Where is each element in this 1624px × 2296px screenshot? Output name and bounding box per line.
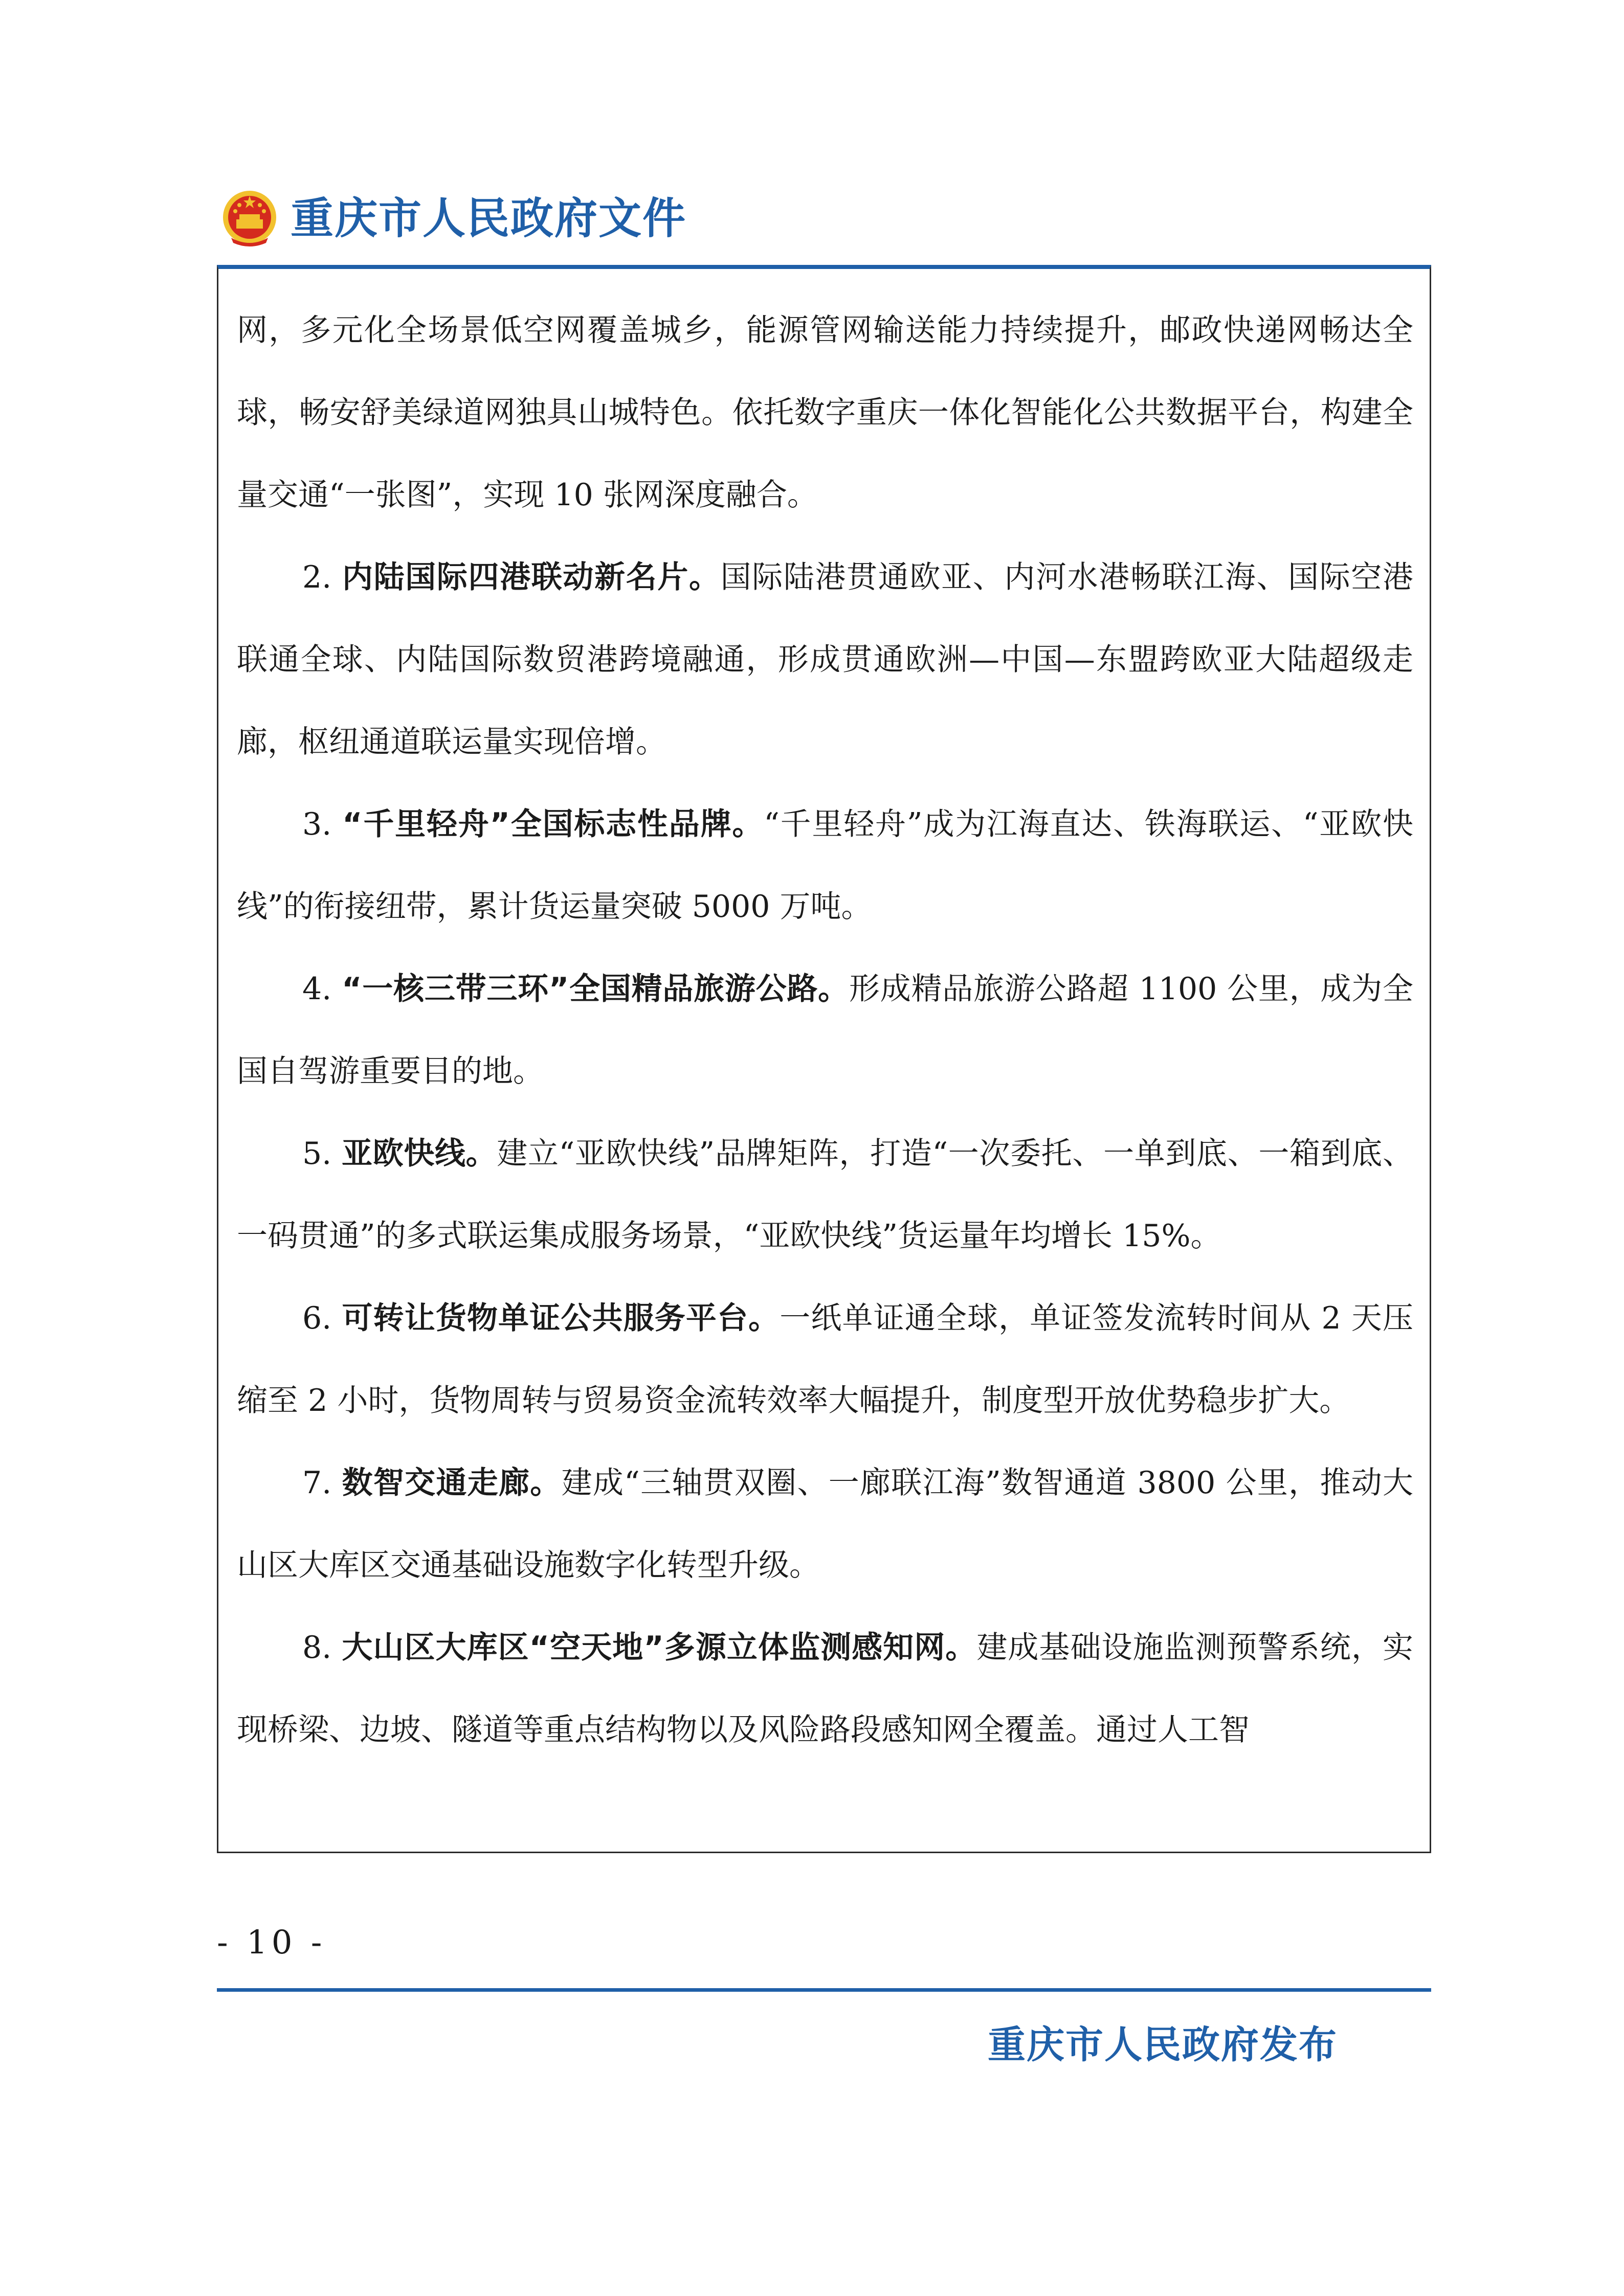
item-number: 2.	[302, 559, 332, 595]
document-header-title: 重庆市人民政府文件	[291, 193, 687, 243]
item-text: 一纸单证通全球，单证签发流转时间从 2 天压缩至 2 小时，货物周转与贸易资金流转效率大幅提升，制度型开放优势稳步扩大。	[237, 1300, 1414, 1419]
document-header	[221, 180, 686, 257]
item-number: 6.	[302, 1300, 332, 1336]
list-item	[237, 536, 1413, 783]
item-title: “千里轻舟”全国标志性品牌。	[342, 806, 764, 842]
list-item	[237, 1277, 1413, 1442]
national-emblem-icon	[221, 188, 278, 249]
page-number: - 10 -	[217, 1924, 326, 1962]
publisher-label: 重庆市人民政府发布	[988, 2023, 1338, 2067]
list-item	[237, 1113, 1413, 1277]
item-title: “一核三带三环”全国精品旅游公路。	[342, 971, 849, 1007]
item-text: 建立“亚欧快线”品牌矩阵，打造“一次委托、一单到底、一箱到底、一码贯通”的多式联运集成服务场景，“亚欧快线”货运量年均增长 15%。	[237, 1136, 1414, 1254]
item-title: 可转让货物单证公共服务平台。	[342, 1300, 780, 1336]
item-text: 形成精品旅游公路超 1100 公里，成为全国自驾游重要目的地。	[237, 971, 1413, 1089]
item-text: 建成基础设施监测预警系统，实现桥梁、边坡、隧道等重点结构物以及风险路段感知网全覆盖。通过人工智	[237, 1630, 1413, 1748]
item-number: 3.	[302, 806, 332, 842]
list-item	[237, 1607, 1413, 1771]
item-number: 4.	[302, 971, 332, 1007]
item-title: 亚欧快线。	[341, 1136, 497, 1172]
opening-paragraph: 网，多元化全场景低空网覆盖城乡，能源管网输送能力持续提升，邮政快递网畅达全球，畅安舒美绿道网独具山城特色。依托数字重庆一体化智能化公共数据平台，构建全量交通“一张图”，实现 10 张网深度融合。	[237, 312, 1413, 513]
item-number: 5.	[302, 1136, 332, 1172]
list-item	[237, 1442, 1413, 1607]
item-text: “千里轻舟”成为江海直达、铁海联运、“亚欧快线”的衔接纽带，累计货运量突破 5000 万吨。	[237, 806, 1413, 925]
list-item	[237, 948, 1413, 1113]
item-number: 8.	[302, 1630, 332, 1665]
item-title: 数智交通走廊。	[342, 1465, 562, 1501]
document-body	[217, 265, 1431, 1853]
item-number: 7.	[302, 1465, 332, 1501]
item-text: 建成“三轴贯双圈、一廊联江海”数智通道 3800 公里，推动大山区大库区交通基础设施数字化转型升级。	[237, 1465, 1414, 1583]
list-item	[237, 783, 1413, 948]
item-title: 内陆国际四港联动新名片。	[342, 559, 721, 595]
item-text: 国际陆港贯通欧亚、内河水港畅联江海、国际空港联通全球、内陆国际数贸港跨境融通，形成贯通欧洲—中国—东盟跨欧亚大陆超级走廊，枢纽通道联运量实现倍增。	[237, 559, 1414, 760]
footer-divider	[217, 1988, 1431, 1992]
item-title: 大山区大库区“空天地”多源立体监测感知网。	[342, 1630, 977, 1665]
